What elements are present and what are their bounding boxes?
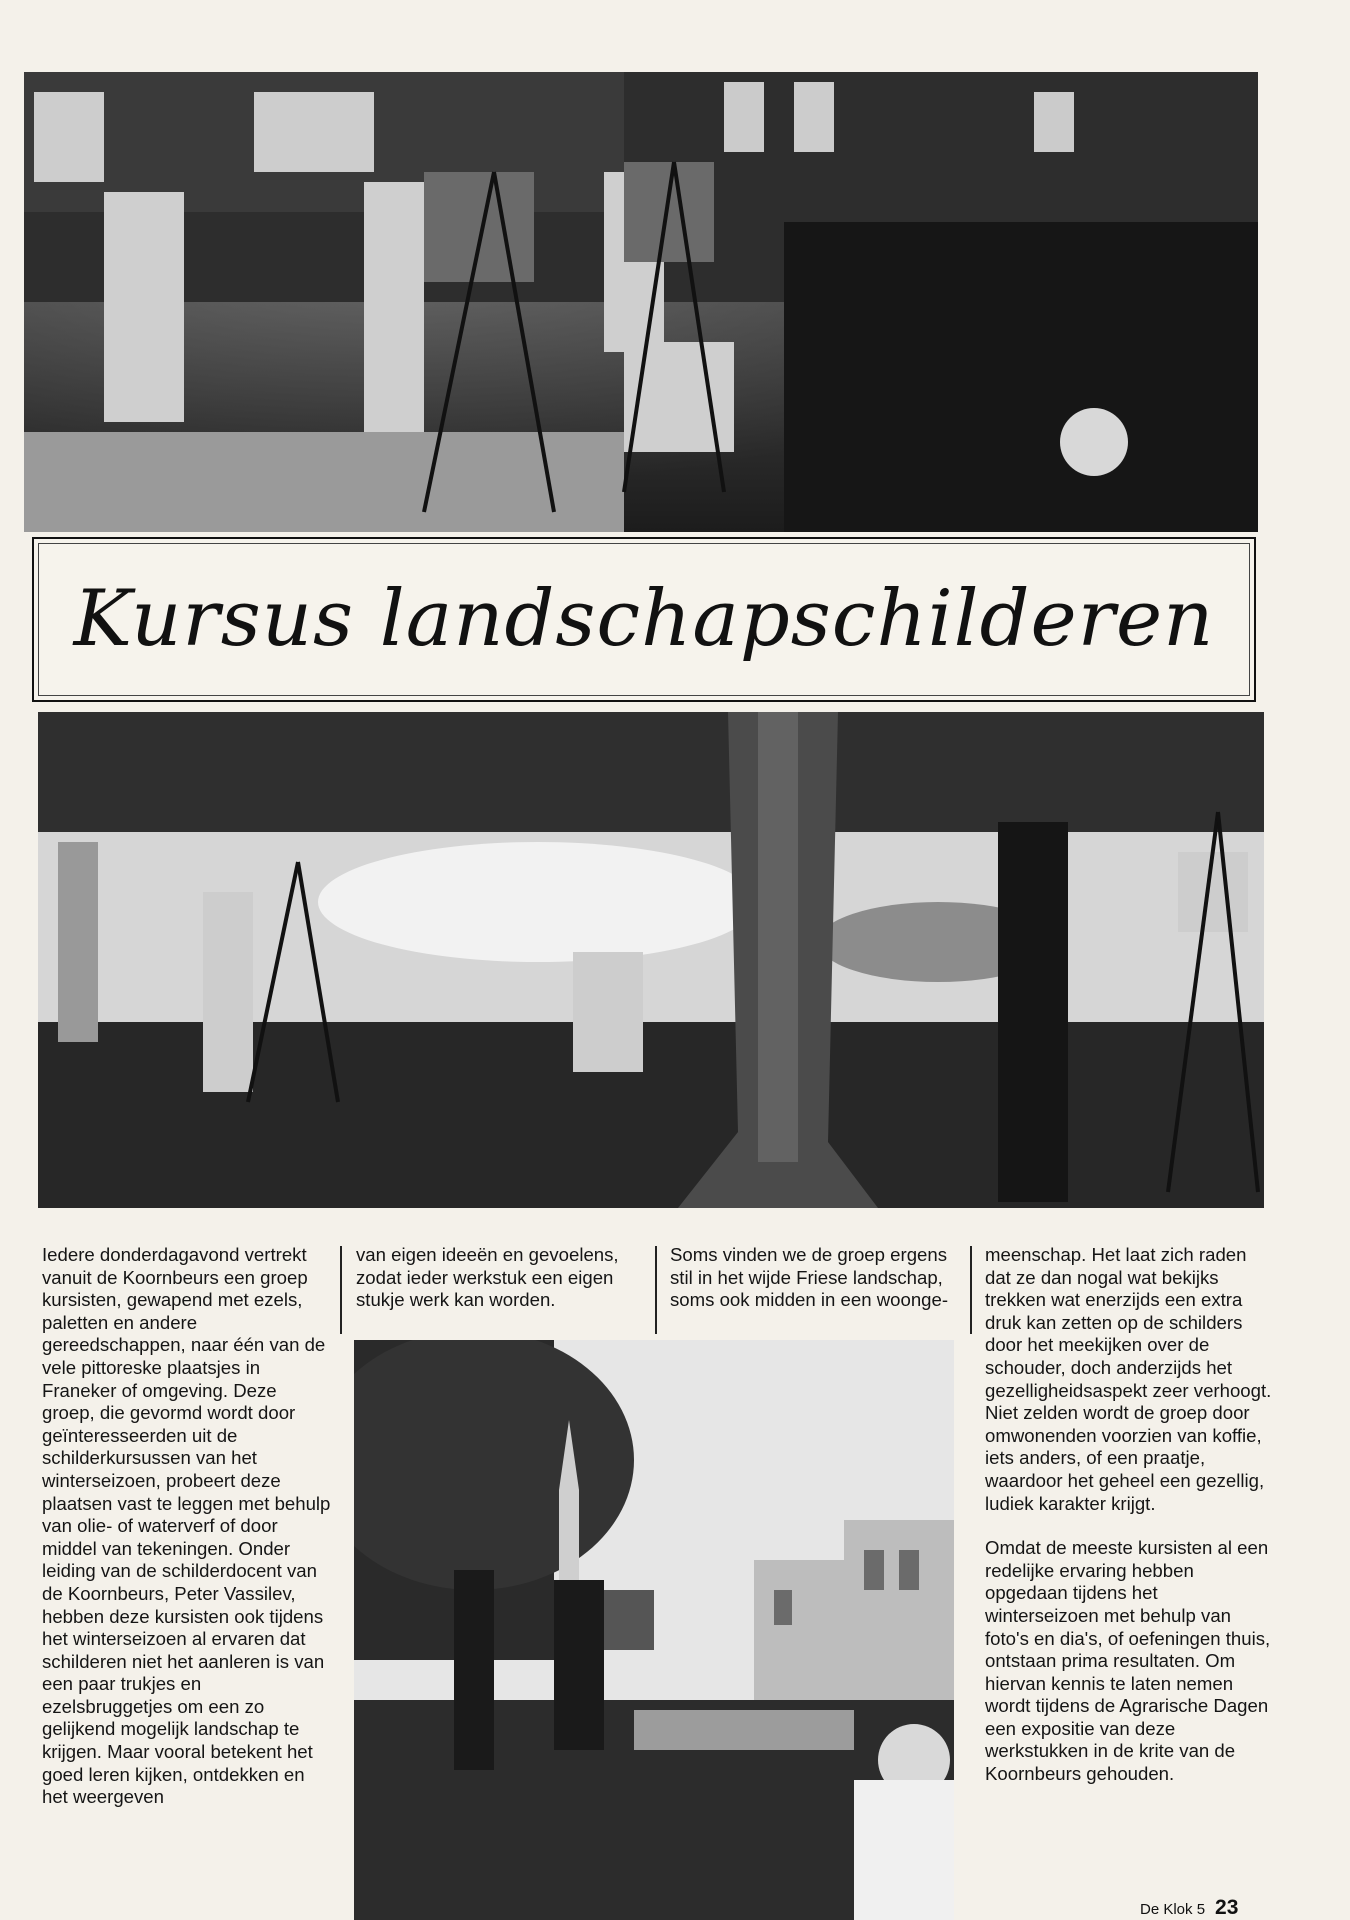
magazine-name: De Klok 5 — [1140, 1901, 1206, 1918]
page-footer — [1140, 1896, 1238, 1920]
column-divider — [970, 1246, 972, 1334]
column-4-paragraph-1: meenschap. Het laat zich raden dat ze dan nogal wat bekijks trekken wat enerzijds een extra druk kan zetten op de schilders door het meekijken over de schouder, doch anderzijds het gezelligheidsaspekt zeer verhoogt. Niet zelden wordt de groep door omwonenden voorzien van koffie, iets anders, of een praatje, waardoor het geheel een gezellig, ludiek karakter krijgt. — [985, 1244, 1272, 1514]
column-2-text: van eigen ideeën en gevoelens, zodat ieder werkstuk een eigen stukje werk kan worden. — [356, 1244, 619, 1311]
article-column-2 — [356, 1244, 646, 1312]
middle-photo — [38, 712, 1264, 1208]
column-1-text: Iedere donderdagavond vertrekt vanuit de Koornbeurs een groep kursisten, gewapend met ezels, paletten en andere gereedschappen, naar één van de vele pittoreske plaatsjes in Franeker of omgeving. Deze groep, die gevormd wordt door geïnteresseerden uit de schilderkursussen van het winterseizoen, probeert deze plaatsen vast te leggen met behulp van olie- of waterverf of door middel van tekeningen. Onder leiding van de schilderdocent van de Koornbeurs, Peter Vassilev, hebben deze kursisten ook tijdens het winterseizoen al ervaren dat schilderen niet het aanleren is van een paar trukjes en ezelsbruggetjes om een zo gelijkend mogelijk landschap te krijgen. Maar vooral betekent het goed leren kijken, ontdekken en het weergeven — [42, 1244, 331, 1808]
column-divider — [655, 1246, 657, 1334]
article-column-4 — [985, 1244, 1275, 1786]
article-column-3 — [670, 1244, 960, 1312]
article-column-1 — [42, 1244, 332, 1809]
top-photo — [24, 72, 1258, 532]
bottom-photo — [354, 1340, 954, 1920]
article-title: Kursus landschapschilderen — [73, 574, 1215, 664]
title-box — [32, 537, 1256, 702]
page-number: 23 — [1215, 1896, 1239, 1919]
column-3-text: Soms vinden we de groep ergens stil in het wijde Friese landschap, soms ook midden in een woonge- — [670, 1244, 949, 1311]
column-divider — [340, 1246, 342, 1334]
column-4-paragraph-2: Omdat de meeste kursisten al een redelijke ervaring hebben opgedaan tijdens het winterseizoen met behulp van foto's en dia's, of oefeningen thuis, ontstaan prima resultaten. Om hiervan kennis te laten nemen wordt tijdens de Agrarische Dagen een expositie van deze werkstukken in de krite van de Koornbeurs gehouden. — [985, 1537, 1271, 1785]
